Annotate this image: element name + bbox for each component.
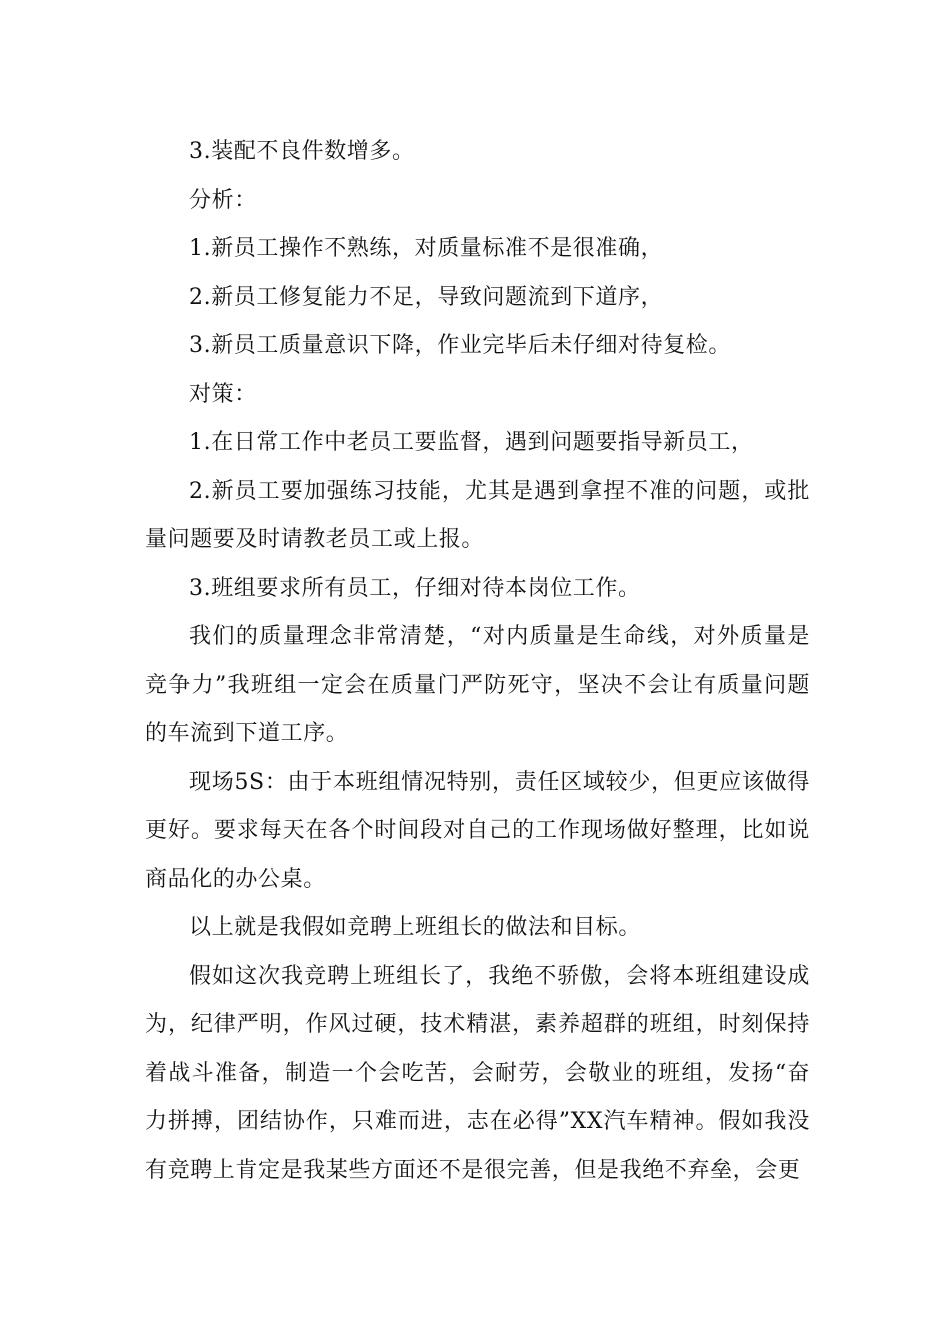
- paragraph-7: 1.在日常工作中老员工要监督，遇到问题要指导新员工，: [189, 430, 754, 455]
- paragraph-11: 现场5S：由于本班组情况特别，责任区域较少，但更应该做得更好。要求每天在各个时间段对自己的工作现场做好整理，比如说商品化的办公桌。: [145, 769, 810, 892]
- document-body: [145, 128, 810, 1195]
- paragraph-13: 假如这次我竞聘上班组长了，我绝不骄傲，会将本班组建设成为，纪律严明，作风过硬，技术精湛，素养超群的班组，时刻保持着战斗准备，制造一个会吃苦，会耐劳，会敬业的班组，发扬“奋力拼搏，团结协作，只难而进，志在必得”XX汽车精神。假如我没有竞聘上肯定是我某些方面还不是很完善，但是我绝不弃垒，会更: [145, 963, 810, 1183]
- paragraph-8: 2.新员工要加强练习技能，尤其是遇到拿捏不准的问题，或批量问题要及时请教老员工或上报。: [145, 478, 810, 552]
- paragraph-2: 分析：: [189, 187, 257, 213]
- paragraph-9: 3.班组要求所有员工，仔细对待本岗位工作。: [189, 575, 641, 601]
- paragraph-10: 我们的质量理念非常清楚，“对内质量是生命线，对外质量是竞争力”我班组一定会在质量门严防死守，坚决不会让有质量问题的车流到下道工序。: [145, 624, 810, 746]
- paragraph-3: 1.新员工操作不熟练，对质量标准不是很准确，: [189, 236, 664, 261]
- paragraph-1: 3.装配不良件数增多。: [189, 139, 415, 164]
- paragraph-5: 3.新员工质量意识下降，作业完毕后未仔细对待复检。: [189, 333, 731, 358]
- paragraph-6: 对策：: [189, 381, 257, 407]
- paragraph-12: 以上就是我假如竞聘上班组长的做法和目标。: [189, 915, 642, 940]
- paragraph-4: 2.新员工修复能力不足，导致问题流到下道序，: [189, 284, 664, 310]
